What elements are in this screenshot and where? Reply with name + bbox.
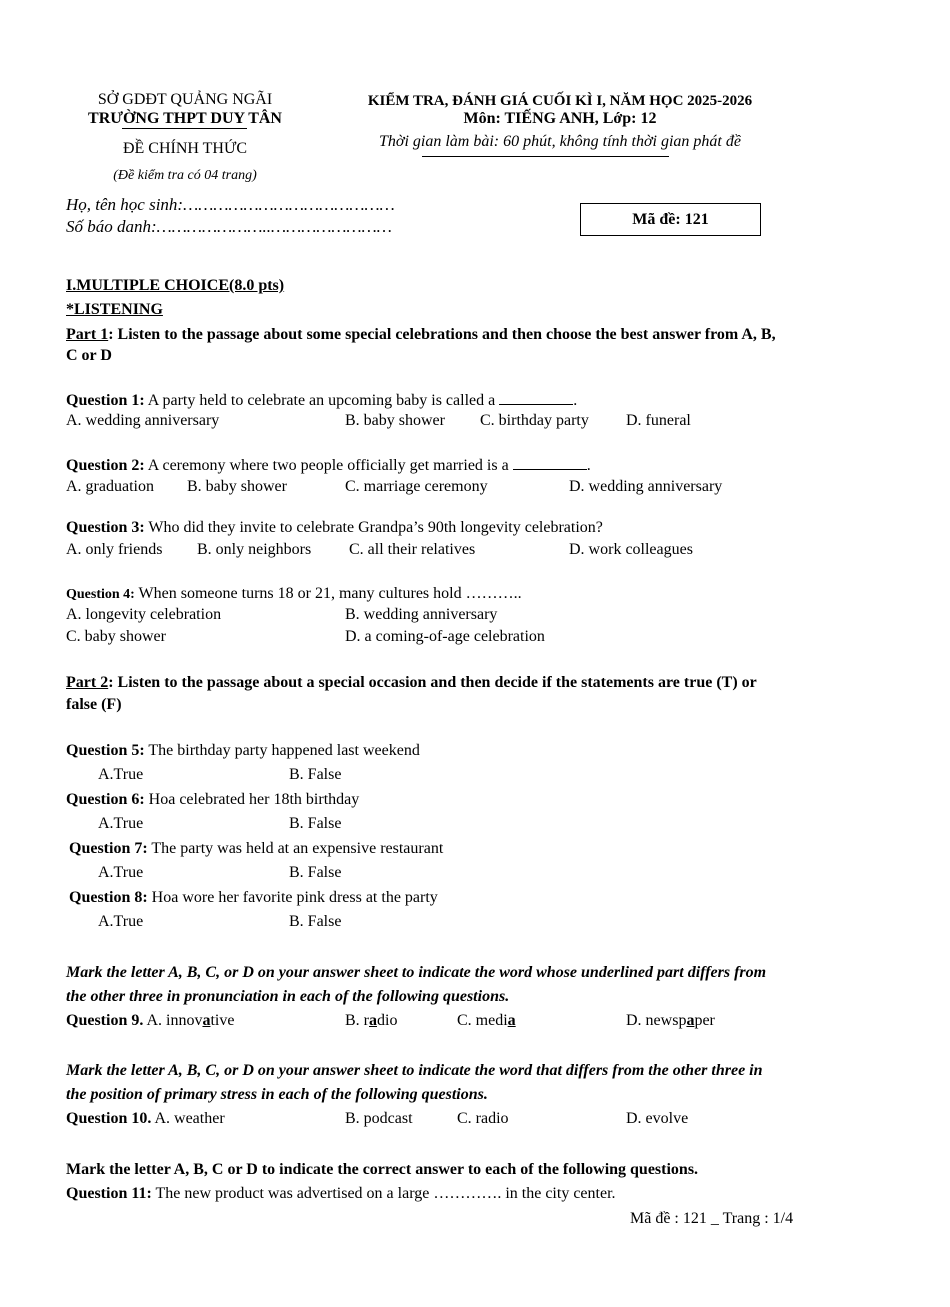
q7-option-false[interactable]: B. False — [289, 864, 342, 881]
q3-option-a[interactable]: A. only friends — [66, 541, 163, 558]
official-label: ĐỀ CHÍNH THỨC — [122, 140, 248, 157]
question-1 — [66, 390, 577, 410]
student-name-line: Họ, tên học sinh:…………………………………… — [66, 195, 395, 214]
q6-option-true[interactable]: A.True — [98, 815, 144, 832]
q11-text: The new product was advertised on a large …………. in the city center. — [151, 1185, 616, 1202]
q5-label: Question 5: — [66, 742, 145, 759]
q1-option-b[interactable]: B. baby shower — [345, 412, 445, 429]
q10-option-d[interactable]: D. evolve — [626, 1110, 689, 1127]
q9-c-pre: C. medi — [457, 1012, 508, 1029]
exam-code: Mã đề: 121 — [632, 210, 709, 228]
q10-option-c[interactable]: C. radio — [457, 1110, 509, 1127]
q6-option-false[interactable]: B. False — [289, 815, 342, 832]
q1-blank — [499, 390, 573, 405]
q2-blank — [513, 455, 587, 470]
grammar-instruction: Mark the letter A, B, C or D to indicate the correct answer to each of the following questions. — [66, 1161, 699, 1178]
q1-text: A party held to celebrate an upcoming baby is called a — [144, 392, 500, 409]
time-underline — [422, 156, 669, 157]
question-3 — [66, 518, 603, 537]
stress-instruction-cont: the position of primary stress in each of the following questions. — [66, 1086, 488, 1103]
q4-option-b[interactable]: B. wedding anniversary — [345, 606, 498, 623]
q5-option-true[interactable]: A.True — [98, 766, 144, 783]
q1-option-d[interactable]: D. funeral — [626, 412, 691, 429]
q2-option-b[interactable]: B. baby shower — [187, 478, 287, 495]
q10-label: Question 10. — [66, 1110, 152, 1127]
q9-option-b[interactable] — [345, 1011, 397, 1030]
q9-a-post: tive — [210, 1012, 235, 1029]
part2-instruction-text: : Listen to the passage about a special occasion and then decide if the statements are true (T) or — [108, 674, 757, 691]
q8-option-false[interactable]: B. False — [289, 913, 342, 930]
listening-heading: *LISTENING — [66, 301, 163, 318]
q2-text: A ceremony where two people officially get married is a — [144, 457, 513, 474]
q9-label: Question 9. — [66, 1012, 144, 1029]
section-title: I.MULTIPLE CHOICE(8.0 pts) — [66, 277, 285, 294]
q4-option-c[interactable]: C. baby shower — [66, 628, 166, 645]
part2-instruction-cont: false (F) — [66, 696, 122, 713]
q4-text: When someone turns 18 or 21, many cultures hold ……….. — [134, 585, 522, 602]
q9-d-underlined: a — [686, 1012, 695, 1029]
part1-instruction — [66, 325, 776, 344]
q9-b-underlined: a — [369, 1012, 377, 1029]
q11-label: Question 11: — [66, 1185, 152, 1202]
q1-option-a[interactable]: A. wedding anniversary — [66, 412, 220, 429]
question-6 — [66, 790, 359, 809]
school-name: TRƯỜNG THPT DUY TÂN — [88, 110, 282, 127]
q2-option-c[interactable]: C. marriage ceremony — [345, 478, 488, 495]
q1-option-c[interactable]: C. birthday party — [480, 412, 589, 429]
page-footer: Mã đề : 121 _ Trang : 1/4 — [630, 1210, 794, 1227]
student-id-line: Số báo danh:…………………..…………………… — [66, 217, 392, 236]
q9-a-underlined: a — [202, 1012, 211, 1029]
question-2 — [66, 455, 591, 475]
q7-label: Question 7: — [69, 840, 148, 857]
exam-code-box — [580, 203, 761, 236]
q5-option-false[interactable]: B. False — [289, 766, 342, 783]
q7-option-true[interactable]: A.True — [98, 864, 144, 881]
q1-end: . — [573, 392, 578, 409]
q3-option-c[interactable]: C. all their relatives — [349, 541, 476, 558]
exam-time: Thời gian làm bài: 60 phút, không tính thời gian phát đề — [379, 133, 741, 150]
pronunciation-instruction-cont: the other three in pronunciation in each of the following questions. — [66, 988, 510, 1005]
q9-option-d[interactable] — [626, 1011, 715, 1030]
q10-option-a[interactable]: A. weather — [151, 1110, 225, 1127]
question-4 — [66, 584, 522, 604]
q6-label: Question 6: — [66, 791, 145, 808]
question-11 — [66, 1184, 616, 1203]
q9-b-post: dio — [377, 1012, 398, 1029]
question-10 — [66, 1109, 225, 1128]
q3-option-b[interactable]: B. only neighbors — [197, 541, 312, 558]
q9-d-pre: D. newsp — [626, 1012, 687, 1029]
part1-instruction-cont: C or D — [66, 347, 112, 364]
question-9 — [66, 1011, 234, 1030]
q2-label: Question 2: — [66, 457, 145, 474]
part1-instruction-text: : Listen to the passage about some special celebrations and then choose the best answer from A, B, — [108, 326, 776, 343]
q4-option-a[interactable]: A. longevity celebration — [66, 606, 222, 623]
q9-a-pre: A. innov — [143, 1012, 203, 1029]
part1-label: Part 1 — [66, 326, 109, 343]
q3-text: Who did they invite to celebrate Grandpa’s 90th longevity celebration? — [144, 519, 603, 536]
part2-instruction — [66, 673, 757, 692]
q9-option-a[interactable] — [143, 1012, 234, 1029]
part2-label: Part 2 — [66, 674, 109, 691]
q1-label: Question 1: — [66, 392, 145, 409]
q4-label: Question 4: — [66, 587, 135, 602]
q6-text: Hoa celebrated her 18th birthday — [144, 791, 360, 808]
pages-note: (Đề kiểm tra có 04 trang) — [113, 168, 257, 183]
question-7 — [69, 839, 443, 858]
department-name: SỞ GDĐT QUẢNG NGÃI — [97, 91, 273, 108]
q7-text: The party was held at an expensive restaurant — [147, 840, 444, 857]
q9-option-c[interactable] — [457, 1011, 516, 1030]
q3-option-d[interactable]: D. work colleagues — [569, 541, 693, 558]
q10-option-b[interactable]: B. podcast — [345, 1110, 413, 1127]
q9-d-post: per — [694, 1012, 715, 1029]
q2-option-a[interactable]: A. graduation — [66, 478, 154, 495]
exam-title: KIỂM TRA, ĐÁNH GIÁ CUỐI KÌ I, NĂM HỌC 2025-2026 — [367, 93, 753, 109]
q4-option-d[interactable]: D. a coming-of-age celebration — [345, 628, 545, 645]
q2-option-d[interactable]: D. wedding anniversary — [569, 478, 723, 495]
pronunciation-instruction: Mark the letter A, B, C, or D on your answer sheet to indicate the word whose underlined part differs from — [66, 964, 767, 981]
q8-option-true[interactable]: A.True — [98, 913, 144, 930]
q3-label: Question 3: — [66, 519, 145, 536]
exam-subject: Môn: TIẾNG ANH, Lớp: 12 — [463, 110, 657, 127]
stress-instruction: Mark the letter A, B, C, or D on your answer sheet to indicate the word that differs from the other three in — [66, 1062, 763, 1079]
q5-text: The birthday party happened last weekend — [144, 742, 420, 759]
q8-label: Question 8: — [69, 889, 148, 906]
question-8 — [69, 888, 438, 907]
q2-end: . — [586, 457, 591, 474]
q8-text: Hoa wore her favorite pink dress at the party — [147, 889, 438, 906]
school-underline — [122, 128, 247, 129]
question-5 — [66, 741, 420, 760]
q9-b-pre: B. r — [345, 1012, 369, 1029]
q9-c-underlined: a — [507, 1012, 516, 1029]
